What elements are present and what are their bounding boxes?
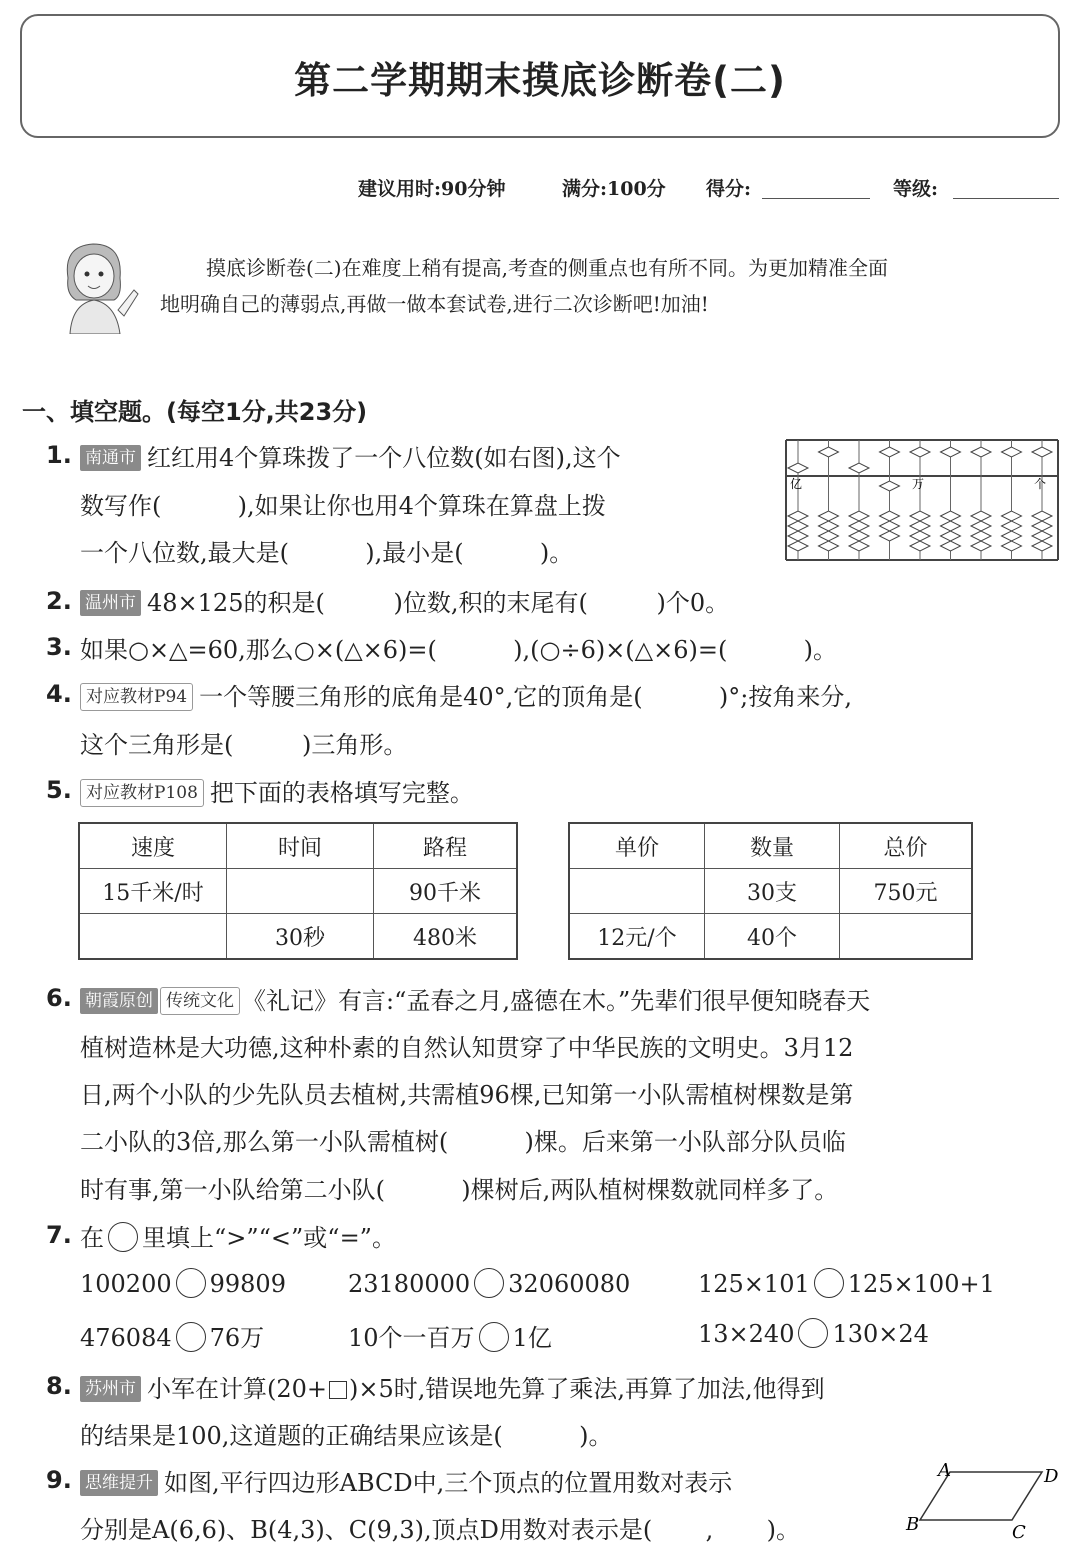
abacus-label-yi: 亿 (790, 477, 803, 491)
q2-region-tag: 温州市 (80, 590, 141, 616)
q6-line-3: 日,两个小队的少先队员去植树,共需植96棵,已知第一小队需植树棵数是第 (80, 1081, 854, 1109)
grade-blank[interactable] (953, 198, 1059, 200)
abacus-lower-bead (788, 541, 808, 551)
abacus-lower-bead (880, 511, 900, 521)
q6-line-1 (80, 981, 870, 1016)
unknown-square (329, 1381, 347, 1399)
table-row (79, 823, 517, 869)
q6-line-2: 植树造林是大功德,这种朴素的自然认知贯穿了中华民族的文明史。3月12 (80, 1034, 854, 1062)
table-row (569, 914, 972, 960)
abacus-lower-bead (941, 541, 961, 551)
table-cell-blank[interactable] (569, 869, 705, 914)
abacus-diagram (784, 436, 1060, 566)
q8-number: 8. (46, 1372, 72, 1400)
abacus-upper-bead (819, 447, 839, 457)
suggested-time: 建议用时:90分钟 (358, 178, 506, 200)
speed-time-distance-table (78, 822, 518, 960)
abacus-label-wan: 万 (912, 477, 925, 491)
table-row (79, 869, 517, 914)
abacus-lower-bead (941, 521, 961, 531)
compare-item-3: 125×101 125×100+1 (698, 1270, 995, 1298)
table-cell-blank[interactable] (840, 914, 973, 960)
abacus-lower-bead (971, 541, 991, 551)
section-1-heading: 一、填空题。(每空1分,共23分) (22, 398, 368, 426)
q6-text-1: 《礼记》有言:“孟春之月,盛德在木。”先辈们很早便知晓春天 (242, 987, 871, 1015)
abacus-lower-bead (1002, 521, 1022, 531)
abacus-upper-bead (849, 463, 869, 473)
q1-line-1 (80, 438, 621, 473)
table-cell-blank[interactable] (227, 869, 374, 914)
q3-text: 如果○×△=60,那么○×(△×6)=( ),(○÷6)×(△×6)=( )。 (80, 636, 837, 664)
vertex-a-label: A (938, 1460, 951, 1481)
vertex-b-label: B (906, 1514, 920, 1535)
compare-answer-circle[interactable] (176, 1322, 206, 1352)
table-cell: 12元/个 (569, 914, 705, 960)
q9-line-1 (80, 1463, 732, 1498)
score-label: 得分: (706, 178, 752, 200)
abacus-lower-bead (1002, 531, 1022, 541)
table-cell: 30秒 (227, 914, 374, 960)
compare-answer-circle[interactable] (814, 1268, 844, 1298)
grade-label: 等级: (893, 178, 939, 200)
abacus-label-ge: 个 (1034, 477, 1047, 491)
abacus-lower-bead (819, 511, 839, 521)
abacus-lower-bead (849, 531, 869, 541)
q3-number: 3. (46, 633, 72, 661)
table-cell: 40个 (705, 914, 840, 960)
q5-text: 把下面的表格填写完整。 (209, 779, 474, 807)
table-header: 路程 (374, 823, 518, 869)
abacus-upper-bead (910, 447, 930, 457)
abacus-upper-bead (971, 447, 991, 457)
table-row (569, 869, 972, 914)
q7-post: 里填上“>”“<”或“=”。 (142, 1224, 396, 1252)
q1-text-1: 红红用4个算珠拨了一个八位数(如右图),这个 (147, 444, 621, 472)
compare-item-6: 13×240 130×24 (698, 1320, 929, 1348)
q6-line-4: 二小队的3倍,那么第一小队需植树( )棵。后来第一小队部分队员临 (80, 1128, 846, 1156)
q7-instruction (80, 1218, 396, 1253)
q1-number: 1. (46, 441, 72, 469)
q4-text-1: 一个等腰三角形的底角是40°,它的顶角是( )°;按角来分, (199, 683, 852, 711)
q7-pre: 在 (80, 1224, 104, 1252)
page-title: 第二学期期末摸底诊断卷(二) (294, 59, 786, 102)
abacus-upper-bead (1032, 447, 1052, 457)
compare-answer-circle[interactable] (479, 1322, 509, 1352)
table-cell: 15千米/时 (79, 869, 227, 914)
abacus-lower-bead (941, 531, 961, 541)
abacus-lower-bead (971, 511, 991, 521)
q2-text: 48×125的积是( )位数,积的末尾有( )个0。 (147, 589, 730, 617)
full-score: 满分:100分 (562, 178, 666, 200)
q9-line-2: 分别是A(6,6)、B(4,3)、C(9,3),顶点D用数对表示是( , )。 (80, 1516, 801, 1544)
table-cell: 90千米 (374, 869, 518, 914)
compare-answer-circle[interactable] (798, 1318, 828, 1348)
abacus-upper-bead (941, 447, 961, 457)
abacus-lower-bead (1002, 541, 1022, 551)
abacus-lower-bead (1032, 531, 1052, 541)
q2-line (80, 583, 729, 618)
q4-number: 4. (46, 680, 72, 708)
abacus-lower-bead (849, 521, 869, 531)
abacus-lower-bead (788, 521, 808, 531)
abacus-lower-bead (910, 521, 930, 531)
q8-text-b: )×5时,错误地先算了乘法,再算了加法,他得到 (349, 1375, 825, 1403)
q6-line-5: 时有事,第一小队给第二小队( )棵树后,两队植树棵数就同样多了。 (80, 1176, 839, 1204)
score-blank[interactable] (762, 198, 870, 200)
abacus-lower-bead (819, 541, 839, 551)
abacus-lower-bead (880, 521, 900, 531)
girl-mascot-icon (48, 238, 148, 334)
table-header: 数量 (705, 823, 840, 869)
compare-item-5: 10个一百万 1亿 (348, 1324, 552, 1352)
table-header: 总价 (840, 823, 973, 869)
q1-region-tag: 南通市 (80, 445, 141, 471)
q9-thinking-tag: 思维提升 (80, 1470, 158, 1496)
abacus-lower-bead (1032, 521, 1052, 531)
q1-line-2: 数写作( ),如果让你也用4个算珠在算盘上拨 (80, 492, 606, 520)
q9-number: 9. (46, 1466, 72, 1494)
abacus-lower-bead (849, 541, 869, 551)
q5-line (80, 773, 474, 808)
q6-number: 6. (46, 984, 72, 1012)
abacus-upper-bead (1002, 447, 1022, 457)
q4-textbook-tag: 对应教材P94 (80, 683, 193, 711)
abacus-lower-bead (971, 531, 991, 541)
parallelogram-diagram (904, 1458, 1064, 1544)
abacus-lower-bead (910, 531, 930, 541)
compare-circle (108, 1222, 138, 1252)
q8-line-2: 的结果是100,这道题的正确结果应该是( )。 (80, 1422, 613, 1450)
compare-item-4: 476084 76万 (80, 1324, 265, 1352)
table-header: 单价 (569, 823, 705, 869)
table-row (79, 914, 517, 960)
abacus-lower-bead (788, 511, 808, 521)
abacus-lower-bead (819, 521, 839, 531)
intro-text (160, 250, 1050, 322)
abacus-lower-bead (941, 511, 961, 521)
abacus-lower-bead (971, 521, 991, 531)
q8-line-1 (80, 1369, 825, 1404)
vertex-c-label: C (1012, 1522, 1026, 1543)
vertex-d-label: D (1044, 1466, 1059, 1487)
table-cell-blank[interactable] (79, 914, 227, 960)
abacus-upper-bead (880, 447, 900, 457)
intro-line-2: 地明确自己的薄弱点,再做一做本套试卷,进行二次诊断吧!加油! (160, 292, 709, 316)
abacus-lower-bead (1002, 511, 1022, 521)
intro-line-1: 摸底诊断卷(二)在难度上稍有提高,考查的侧重点也有所不同。为更加精准全面 (206, 256, 888, 280)
q6-culture-tag: 传统文化 (160, 987, 240, 1015)
compare-item-1: 100200 99809 (80, 1270, 286, 1298)
abacus-lower-bead (1032, 511, 1052, 521)
q8-text-a: 小军在计算(20+ (147, 1375, 328, 1403)
abacus-lower-bead (849, 511, 869, 521)
compare-answer-circle[interactable] (474, 1268, 504, 1298)
abacus-lower-bead (788, 531, 808, 541)
table-header: 速度 (79, 823, 227, 869)
q5-number: 5. (46, 776, 72, 804)
abacus-lower-bead (880, 481, 900, 491)
q9-text-1: 如图,平行四边形ABCD中,三个顶点的位置用数对表示 (164, 1469, 733, 1497)
q8-region-tag: 苏州市 (80, 1376, 141, 1402)
table-cell: 750元 (840, 869, 973, 914)
table-cell: 30支 (705, 869, 840, 914)
q6-original-tag: 朝霞原创 (80, 988, 158, 1014)
q5-textbook-tag: 对应教材P108 (80, 779, 204, 807)
q4-line-2: 这个三角形是( )三角形。 (80, 731, 408, 759)
table-cell: 480米 (374, 914, 518, 960)
abacus-lower-bead (910, 541, 930, 551)
q4-line-1 (80, 677, 852, 712)
compare-answer-circle[interactable] (176, 1268, 206, 1298)
q2-number: 2. (46, 587, 72, 615)
price-quantity-total-table (568, 822, 973, 960)
abacus-lower-bead (1032, 541, 1052, 551)
compare-item-2: 23180000 32060080 (348, 1270, 631, 1298)
table-row (569, 823, 972, 869)
q7-number: 7. (46, 1221, 72, 1249)
q1-line-3: 一个八位数,最大是( ),最小是( )。 (80, 539, 574, 567)
abacus-lower-bead (910, 511, 930, 521)
abacus-upper-bead (788, 463, 808, 473)
table-header: 时间 (227, 823, 374, 869)
abacus-lower-bead (880, 531, 900, 541)
abacus-lower-bead (819, 531, 839, 541)
